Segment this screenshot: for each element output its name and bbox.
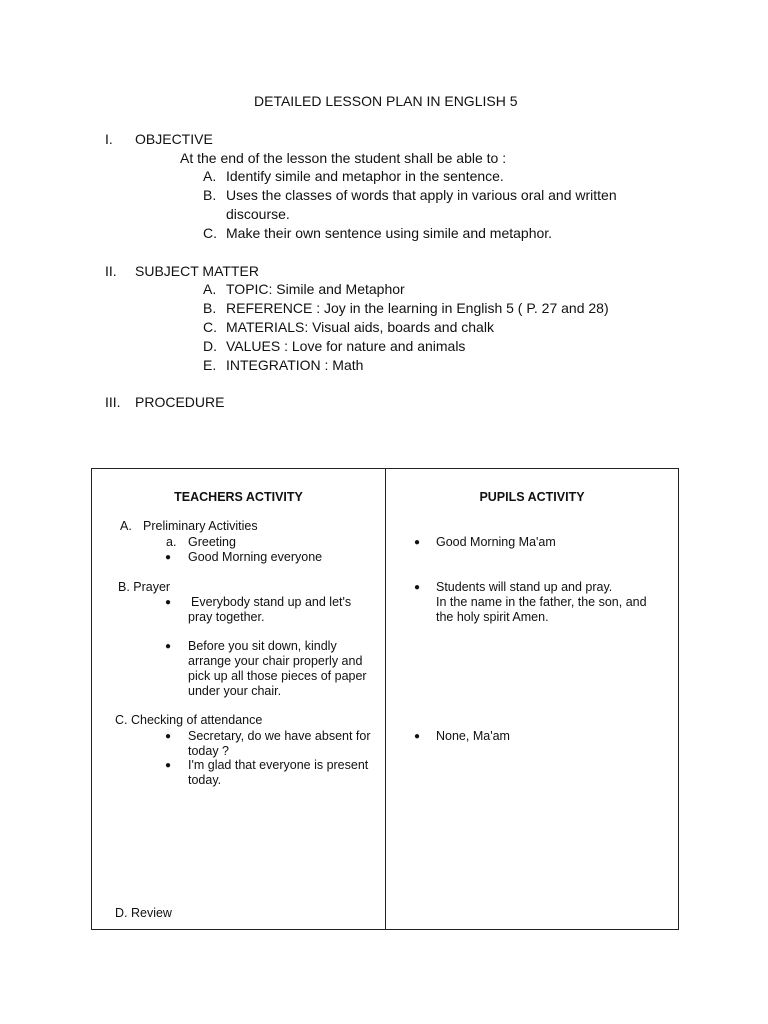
bullet-icon: ●: [165, 597, 172, 608]
list-letter: C.: [203, 225, 217, 241]
section-heading: OBJECTIVE: [135, 131, 213, 147]
teacher-line: pray together.: [188, 610, 265, 624]
section-intro: At the end of the lesson the student shall be able to :: [180, 150, 507, 166]
list-letter: C.: [203, 319, 217, 335]
list-letter: A.: [120, 519, 132, 533]
greeting-label: Greeting: [188, 535, 236, 549]
review-label: D. Review: [115, 906, 172, 920]
bullet-icon: ●: [165, 760, 172, 771]
bullet-icon: ●: [165, 552, 172, 563]
table-column-divider: [385, 468, 386, 930]
list-item-continuation: discourse.: [226, 206, 290, 222]
teacher-line: under your chair.: [188, 684, 282, 698]
attendance-label: C. Checking of attendance: [115, 713, 263, 727]
bullet-icon: ●: [414, 731, 421, 742]
teacher-line: today.: [188, 773, 222, 787]
list-letter: D.: [203, 338, 217, 354]
section-numeral: III.: [105, 394, 121, 410]
section-numeral: I.: [105, 131, 113, 147]
table-border-left: [91, 468, 92, 930]
bullet-icon: ●: [165, 731, 172, 742]
pupil-line: None, Ma'am: [436, 729, 510, 743]
pupil-line: Students will stand up and pray.: [436, 580, 613, 594]
list-item: Identify simile and metaphor in the sentence.: [226, 168, 504, 184]
list-item: INTEGRATION : Math: [226, 357, 364, 373]
teacher-column-header: TEACHERS ACTIVITY: [174, 490, 303, 504]
prayer-label: B. Prayer: [118, 580, 171, 594]
teacher-line: Good Morning everyone: [188, 550, 323, 564]
teacher-line: Before you sit down, kindly: [188, 639, 337, 653]
teacher-line: pick up all those pieces of paper: [188, 669, 367, 683]
list-item: REFERENCE : Joy in the learning in English 5 ( P. 27 and 28): [226, 300, 609, 316]
teacher-line: today ?: [188, 744, 230, 758]
teacher-line: Everybody stand up and let's: [191, 595, 352, 609]
bullet-icon: ●: [414, 537, 421, 548]
list-letter: E.: [203, 357, 217, 373]
table-border-right: [678, 468, 679, 930]
section-numeral: II.: [105, 263, 117, 279]
list-item: Make their own sentence using simile and metaphor.: [226, 225, 553, 241]
document-title: DETAILED LESSON PLAN IN ENGLISH 5: [254, 93, 518, 109]
teacher-line: arrange your chair properly and: [188, 654, 363, 668]
list-item: Uses the classes of words that apply in various oral and written: [226, 187, 617, 203]
list-item: VALUES : Love for nature and animals: [226, 338, 466, 354]
pupil-column-header: PUPILS ACTIVITY: [479, 490, 585, 504]
section-heading: SUBJECT MATTER: [135, 263, 259, 279]
bullet-icon: ●: [165, 641, 172, 652]
list-item: MATERIALS: Visual aids, boards and chalk: [226, 319, 494, 335]
list-letter: A.: [203, 281, 217, 297]
list-item: TOPIC: Simile and Metaphor: [226, 281, 405, 297]
teacher-line: Secretary, do we have absent for: [188, 729, 371, 743]
section-heading: PROCEDURE: [135, 394, 225, 410]
teacher-line: I'm glad that everyone is present: [188, 758, 369, 772]
prelim-activities-label: Preliminary Activities: [143, 519, 258, 533]
list-letter: B.: [203, 187, 217, 203]
list-letter: B.: [203, 300, 217, 316]
pupil-line: the holy spirit Amen.: [436, 610, 549, 624]
list-letter: A.: [203, 168, 217, 184]
pupil-line: Good Morning Ma'am: [436, 535, 556, 549]
pupil-line: In the name in the father, the son, and: [436, 595, 647, 609]
list-letter: a.: [166, 535, 177, 549]
bullet-icon: ●: [414, 582, 421, 593]
